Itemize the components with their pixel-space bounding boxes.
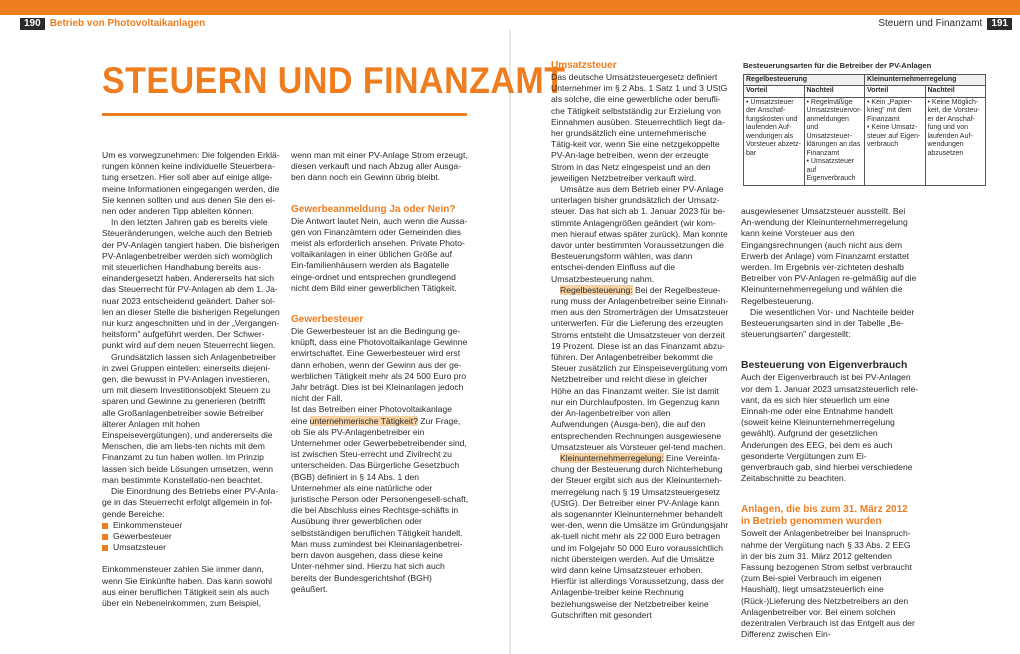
paragraph: Die wesentlichen Vor- und Nachteile beider Besteuerungsarten sind in der Tabelle „Be-steuerungsarten" dargestellt: [741, 306, 915, 340]
table-cell: • Keine Möglich-keit, die Vorsteu-er der Anschaf-fung und von laufenden Auf-wendungen abzusetzen [925, 97, 986, 185]
right-page-number: 191 [987, 18, 1012, 30]
paragraph: Die Antwort lautet Nein, auch wenn die Aussa-gen von Finanzämtern oder Gemeinden dies meist als erforderlich ansehen. Private Photo-voltaikanlagen in einer üblichen Größe auf Ein-familienhäusern werden als Bagatelle einge-ordnet und entsprechen grundlegend nicht dem Bild einer gewerblichen Tätigkeit. [291, 215, 468, 293]
paragraph [551, 285, 729, 453]
paragraph [291, 404, 469, 594]
tax-types-table-box [743, 62, 986, 186]
list-item: Einkommensteuer [102, 520, 280, 531]
left-page-header [20, 18, 205, 30]
table-subheader: Vorteil [865, 86, 926, 98]
title-underline [102, 113, 467, 116]
right-page-column-2 [741, 206, 919, 641]
paragraph [551, 453, 729, 621]
table-title: Besteuerungsarten für die Betreiber der PV-Anlagen [743, 61, 932, 70]
section-heading: Gewerbesteuer [291, 314, 364, 326]
section-heading: Anlagen, die bis zum 31. März 2012 in Betrieb genommen wurden [741, 504, 908, 528]
table-cell: • Umsatzsteuer der Anschaf-fungskosten und laufenden Auf-wendungen als Vorsteuer abzetz-bar [744, 97, 805, 185]
table-subheader: Vorteil [744, 86, 805, 98]
paragraph: In den letzten Jahren gab es bereits viele Steueränderungen, welche auch den Betrieb der PV-Anlagen tangiert haben. Die bisherigen PV-Anlagenbetreiber werden sich womöglich mit steuerlichen Handhabung bereits aus-einandergesetzt haben. Andererseits hat sich das Steuerrecht für PV-Anlagen ab dem 1. Ja-nuar 2023 entscheidend geändert. Daher sol-len an dieser Stelle die bisherigen Regelungen nur kurz angeschnitten und in der „Vergangen-heitsform" aufgeführt werden. Der Schwer-punkt wird auf dem neuen Steuerrecht liegen. [102, 217, 280, 351]
list-item: Gewerbesteuer [102, 531, 280, 542]
text-span: Ist das Betreiben einer Photovoltaikanlage eine [291, 404, 452, 426]
left-page-column-2 [291, 150, 469, 595]
paragraph: Die Gewerbesteuer ist an die Bedingung ge-knüpft, dass eine Photovoltaikanlage Gewinne erwirtschaftet. Eine Gewerbesteuer wird erst dann erhoben, wenn der Gewinn aus der ge-werblichen Tätigkeit mehr als 24 500 Euro pro Jahr beträgt. Dies ist bei Kleinanlagen jedoch nicht der Fall. [291, 326, 468, 404]
table-group-header: Regelbesteuerung [744, 74, 865, 86]
paragraph: Die Einordnung des Betriebs einer PV-Anla-ge in das Steuerrecht erfolgt allgemein in fol-gende Bereiche: [102, 486, 279, 519]
highlighted-term: Regelbesteuerung: [560, 284, 633, 295]
text-span: Bei der Regelbesteue-rung muss der Anlagenbetreiber seine Einnah-men aus den Stromerträgen der Umsatzsteuer unterwerfen. Für die Lieferung des erzeugten Stroms entsteht die Umsatzsteuer von derzeit 19 Prozent. Diese ist an das Finanzamt abzu-führen. Der Anlagenbetreiber bekommt die Steuer zusätzlich zur Einspeisevergütung vom Netzbetreiber und reicht diese in gleicher Höhe an das Finanzamt weiter. Sie ist damit nur ein Durchlaufposten. Im Gegenzug kann der An-lagenbetreiber von allen Aufwendungen (Ausga-ben), die auf den entsprechenden Rechnungen ausgewiesene Umsatzsteuer als Vorsteuer gel-tend machen. [551, 284, 729, 452]
left-page-column-1 [102, 150, 280, 609]
right-page-header [878, 18, 1012, 30]
text-span: Zur Frage, ob Sie als PV-Anlagenbetreiber ein Unternehmer oder Gewerbebetreibender sind, ist zwischen Steu-errecht und Zivilrecht zu unterscheiden. Das Bürgerliche Gesetzbuch (BGB) definiert in § 14 Abs. 1 den Unternehmer als eine natürliche oder juristische Person oder Personengesell-schaft, die bei Abschluss eines Rechtsge-schäfts in Ausübung ihrer gewerblichen oder selbstständigen beruflichen Tätigkeit handelt. Man muss zumindest bei Kleinanlagenbetrei-bern davon ausgehen, dass diese keine Unter-nehmer sind. Hierzu hat sich auch bereits der Bundesgerichtshof (BGH) geäußert. [291, 415, 469, 594]
chapter-title: STEUERN UND FINANZAMT [102, 60, 566, 101]
table-subheader: Nachteil [925, 86, 986, 98]
left-page-number: 190 [20, 18, 45, 30]
paragraph: Um es vorwegzunehmen: Die folgenden Erklä-rungen können keine individuelle Steuerbera-tung ersetzen. Hier soll aber auf einige allge-meine Informationen eingegangen werden, die Sie kennen sollten und aus denen Sie den ei-nen oder anderen Tipp ableiten können. [102, 150, 280, 217]
tax-types-table [743, 74, 986, 186]
table-subheader: Nachteil [804, 86, 865, 98]
paragraph: wenn man mit einer PV-Anlage Strom erzeugt, diesen verkauft und nach Abzug aller Ausga-ben dann noch ein Gewinn übrig bleibt. [291, 150, 468, 183]
highlighted-term: unternehmerische Tätigkeit? [309, 415, 418, 426]
paragraph: Grundsätzlich lassen sich Anlagenbetreiber in zwei Gruppen einteilen: einerseits diejeni-gen, die bewusst in PV-Anlagen investieren, um mit diesem Investitionsobjekt Steuern zu sparen und Gewinne zu generieren (betrifft alle Großanlagenbetreiber sowie Betreiber älterer Anlagen mit hohen Einspeisevergütungen), und andererseits die Menschen, die am liebs-ten nichts mit dem Finanzamt zu tun haben wollen. Im Prinzip lassen sich beide Lösungen umsetzen, wenn man bestimmte Konstellatio-nen beachtet. [102, 351, 276, 485]
right-running-title: Steuern und Finanzamt [878, 18, 983, 29]
section-heading: Umsatzsteuer [551, 60, 617, 71]
paragraph: Auch der Eigenverbrauch ist bei PV-Anlagen vor dem 1. Januar 2023 umsatzsteuerlich rele-vant, da es sich hier steuerlich um eine Einnah-me oder eine Entnahme handelt (soweit keine Kleinunternehmerregelung gewählt). Aufgrund der gesetzlichen Änderungen des EEG, bei dem es auch gesonderte Vergütungen zum Ei-genverbrauch gab, sind hierbei verschiedene Zeitabschnitte zu beachten. [741, 372, 919, 484]
paragraph: Einkommensteuer zahlen Sie immer dann, wenn Sie Einkünfte haben. Das kann sowohl aus einer beruflichen Tätigkeit sein als auch über ein Nebeneinkommen, zum Beispiel, [102, 564, 273, 608]
table-group-header: Kleinunternehmerregelung [865, 74, 986, 86]
page-gutter [509, 30, 511, 654]
text-span: Eine Vereinfa-chung der Besteuerung durch Nichterhebung der Steuer ergibt sich aus der Kleinunterneh-merregelung nach § 19 Umsatzsteuergesetz (UStG). Der Betreiber einer PV-Anlage kann als sogenannter Kleinunternehmer behandelt wer-den, wenn die Umsätze im Gründungsjahr ak-tuell nicht mehr als 22 000 Euro betragen und im Folgejahr 50 000 Euro voraussichtlich nicht übersteigen werden. Auf die Umsätze wird dann keine Umsatzsteuer erhoben. Hierfür ist allerdings Voraussetzung, dass der Anlagenbe-treiber keine Rechnung beziehungsweise der Netzbetreiber keine Gutschriften mit gesondert [551, 452, 729, 620]
paragraph: Soweit der Anlagenbetreiber bei Inanspruch-nahme der Vergütung nach § 33 Abs. 2 EEG in der bis zum 31. März 2012 geltenden Fassung bezogenen Strom selbst verbraucht (zum Bei-spiel Verbrauch im eigenen Haushalt), liegt umsatzsteuerlich eine (Rück-)Lieferung des Netzbetreibers an den Anlagenbetreiber vor. Bei einem solchen dezentralen Verbrauch ist das Entgelt aus der Differenz zwischen Ein- [741, 528, 915, 640]
paragraph: Das deutsche Umsatzsteuergesetz definiert Unternehmer im § 2 Abs. 1 Satz 1 und 3 UStG als solche, die eine gewerbliche oder berufli-che Tätigkeit selbstständig zur Erzielung von Einnahmen ausüben. Steuerrechtlich liegt da-her grundsätzlich eine unternehmerische Tätig-keit vor, wenn Sie eine netzgekoppelte PV-An-lage betreiben, wenn der erzeugte Strom in das Netz eingespeist und an den jeweiligen Netzbetreiber verkauft wird. [551, 72, 728, 183]
table-cell: • Kein „Papier-krieg" mit dem Finanzamt • Keine Umsatz-steuer auf Eigen-verbrauch [865, 97, 926, 185]
list-item: Umsatzsteuer [102, 542, 280, 553]
right-page-column-1 [551, 60, 729, 621]
top-color-bar [0, 0, 1020, 15]
highlighted-term: Kleinunternehmerregelung: [560, 452, 664, 463]
paragraph: Umsätze aus dem Betrieb einer PV-Anlage unterlagen bisher grundsätzlich der Umsatz-steuer. Das hat sich ab 1. Januar 2023 für be-stimmte Anlagengrößen geändert (wir kom-men hierauf etwas später zurück). Man konnte davor unter bestimmten Voraussetzungen die Besteuerungsform wählen, was dann entschei-denden Einfluss auf die Umsatzbesteuerung nahm. [551, 184, 728, 284]
section-heading: Besteuerung von Eigenverbrauch [741, 360, 908, 372]
section-heading: Gewerbeanmeldung Ja oder Nein? [291, 203, 456, 215]
left-running-title: Betrieb von Photovoltaikanlagen [49, 18, 206, 29]
table-cell: • Regelmäßige Umsatzsteuervor-anmeldungen und Umsatzsteuer-klärungen an das Finanzamt • Umsatzsteuer auf Eigenverbrauch [804, 97, 865, 185]
paragraph: ausgewiesener Umsatzsteuer ausstellt. Bei An-wendung der Kleinunternehmerregelung kann keine Vorsteuer aus den Eingangsrechnungen (auch nicht aus dem Erwerb der Anlage) vom Finanzamt erstattet werden. Im Ergebnis ver-zichteten deshalb Betreiber von PV-Anlagen re-gelmäßig auf die Kleinunternehmerregelung und wählen die Regelbesteuerung. [741, 206, 917, 306]
tax-area-list [102, 520, 280, 554]
